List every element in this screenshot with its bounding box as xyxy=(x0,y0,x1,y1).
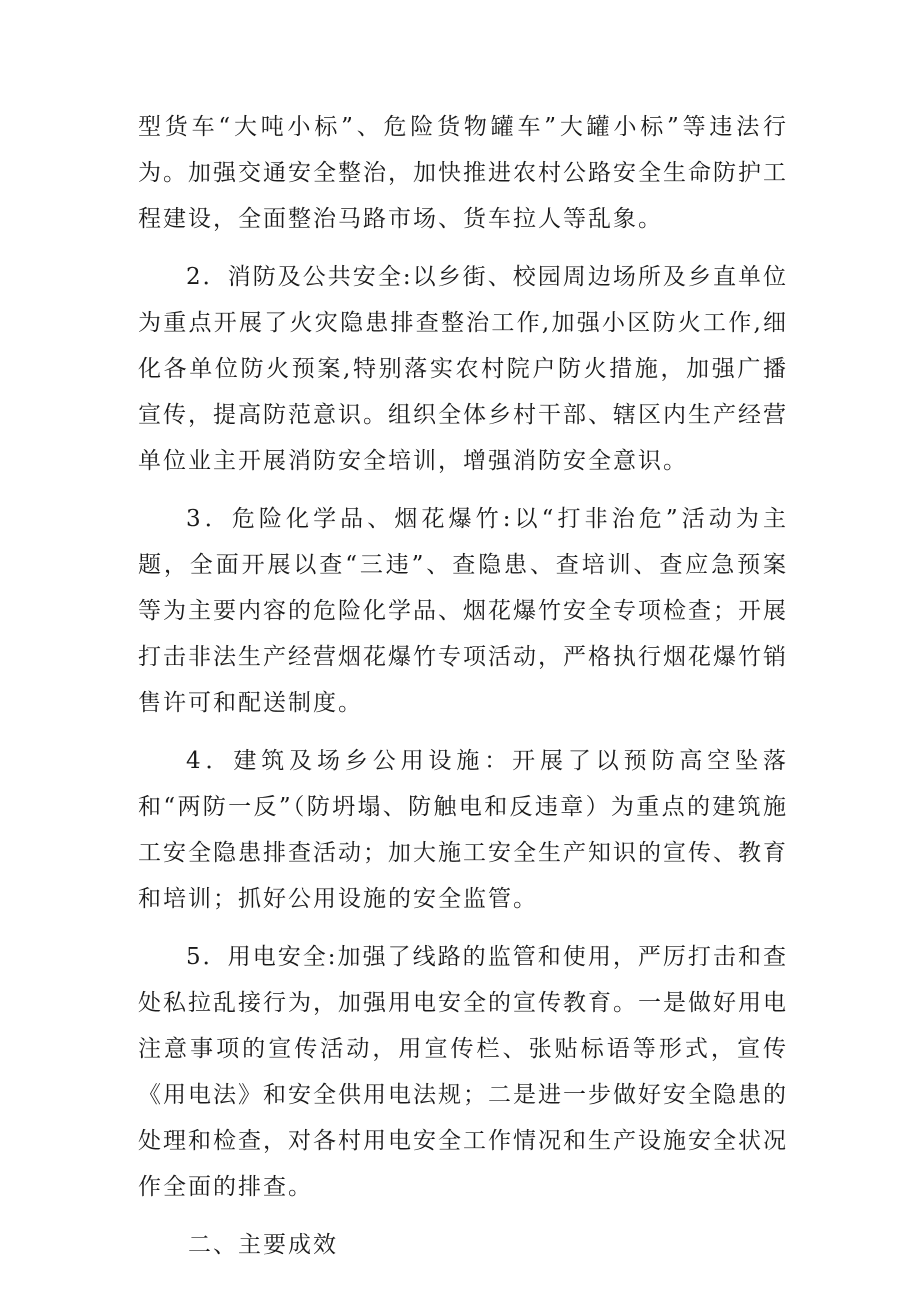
section-heading: 二、主要成效 xyxy=(188,1232,338,1258)
document-page xyxy=(138,104,788,1268)
paragraph-item-3: 3．危险化学品、烟花爆竹:以“打非治危”活动为主题，全面开展以查“三违”、查隐患、查培训、查应急预案等为主要内容的危险化学品、烟花爆竹安全专项检查；开展打击非法生产经营烟花爆竹专项活动，严格执行烟花爆竹销售许可和配送制度。 xyxy=(138,506,788,716)
paragraph-item-5: 5．用电安全:加强了线路的监管和使用，严厉打击和查处私拉乱接行为，加强用电安全的宣传教育。一是做好用电注意事项的宣传活动，用宣传栏、张贴标语等形式，宣传《用电法》和安全供用电法规；二是进一步做好安全隐患的处理和检查，对各村用电安全工作情况和生产设施安全状况作全面的排查。 xyxy=(138,944,788,1200)
paragraph-item-4: 4．建筑及场乡公用设施：开展了以预防高空坠落和“两防一反”（防坍塌、防触电和反违章）为重点的建筑施工安全隐患排查活动；加大施工安全生产知识的宣传、教育和培训；抓好公用设施的安全监管。 xyxy=(138,748,788,912)
paragraph-continuation: 型货车“大吨小标”、危险货物罐车”大罐小标”等违法行为。加强交通安全整治，加快推进农村公路安全生命防护工程建设，全面整治马路市场、货车拉人等乱象。 xyxy=(138,114,788,232)
paragraph-item-2: 2．消防及公共安全:以乡街、校园周边场所及乡直单位为重点开展了火灾隐患排查整治工作,加强小区防火工作,细化各单位防火预案,特别落实农村院户防火措施，加强广播宣传，提高防范意识。组织全体乡村干部、辖区内生产经营单位业主开展消防安全培训，增强消防安全意识。 xyxy=(138,264,788,474)
